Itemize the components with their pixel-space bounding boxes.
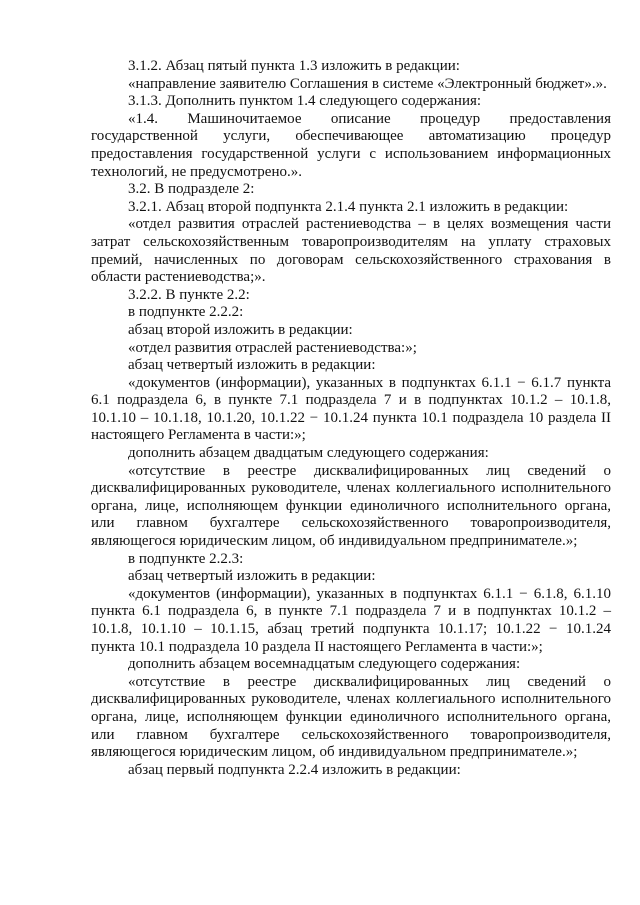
paragraph-subitem-2-2-4: абзац первый подпункта 2.2.4 изложить в редакции: [128, 761, 461, 778]
paragraph-fourth-abzac: абзац четвертый изложить в редакции: [128, 357, 376, 374]
paragraph-3-1-2: 3.1.2. Абзац пятый пункта 1.3 изложить в редакции: [128, 58, 460, 74]
paragraph-quote-electronic-budget: «направление заявителю Соглашения в системе «Электронный бюджет».». [128, 75, 607, 92]
paragraph-quote-documents-1: «документов (информации), указанных в подпунктах 6.1.1 − 6.1.7 пункта 6.1 подраздела 6, в пункте 7.1 подраздела 7 и в подпунктах 10.1.2 – 10.1.8, 10.1.10 – 10.1.18, 10.1.20, 10.1.22 − 10.1.24 пункта 10.1 подраздела 10 раздела II настоящего Регламента в части:»; [91, 374, 611, 444]
paragraph-quote-documents-2: «документов (информации), указанных в подпунктах 6.1.1 − 6.1.8, 6.1.10 пункта 6.1 подраздела 6, в пункте 7.1 подраздела 7 и в подпунктах 10.1.2 – 10.1.8, 10.1.10 – 10.1.15, абзац третий подпункта 10.1.17; 10.1.22 − 10.1.24 пункта 10.1 подраздела 10 раздела II настоящего Регламента в части:»; [91, 585, 611, 655]
paragraph-fourth-abzac-2: абзац четвертый изложить в редакции: [128, 568, 376, 585]
document-page [91, 58, 611, 779]
paragraph-3-1-3: 3.1.3. Дополнить пунктом 1.4 следующего содержания: [128, 93, 482, 110]
paragraph-add-twentieth: дополнить абзацем двадцатым следующего содержания: [128, 445, 489, 462]
paragraph-quote-department: «отдел развития отраслей растениеводства:»; [128, 339, 417, 356]
paragraph-add-eighteenth: дополнить абзацем восемнадцатым следующего содержания: [128, 656, 521, 673]
paragraph-3-2-2: 3.2.2. В пункте 2.2: [128, 286, 250, 303]
paragraph-second-abzac: абзац второй изложить в редакции: [128, 321, 353, 338]
paragraph-quote-disqualified-2: «отсутствие в реестре дисквалифицированных лиц сведений о дисквалифицированных руководителе, членах коллегиального исполнительного органа, лице, исполняющем функции единоличного исполнительного органа, или главном бухгалтере сельскохозяйственного товаропроизводителя, являющегося юридическим лицом, об индивидуальном предпринимателе.»; [91, 673, 611, 761]
paragraph-quote-crop-department: «отдел развития отраслей растениеводства – в целях возмещения части затрат сельскохозяйственным товаропроизводителям на уплату страховых премий, начисленных по договорам сельскохозяйственного страхования в области растениеводства;». [91, 216, 611, 286]
paragraph-subitem-2-2-3: в подпункте 2.2.3: [128, 550, 244, 567]
paragraph-quote-1-4: «1.4. Машиночитаемое описание процедур предоставления государственной услуги, обеспечивающее автоматизацию процедур предоставления государственной услуги с использованием информационных технологий, не предусмотрено.». [91, 110, 611, 180]
paragraph-3-2: 3.2. В подразделе 2: [128, 181, 255, 198]
paragraph-subitem-2-2-2: в подпункте 2.2.2: [128, 304, 244, 321]
paragraph-3-2-1: 3.2.1. Абзац второй подпункта 2.1.4 пункта 2.1 изложить в редакции: [128, 198, 569, 215]
paragraph-quote-disqualified-1: «отсутствие в реестре дисквалифицированных лиц сведений о дисквалифицированных руководителе, членах коллегиального исполнительного органа, лице, исполняющем функции единоличного исполнительного органа, или главном бухгалтере сельскохозяйственного товаропроизводителя, являющегося юридическим лицом, об индивидуальном предпринимателе.»; [91, 462, 611, 550]
